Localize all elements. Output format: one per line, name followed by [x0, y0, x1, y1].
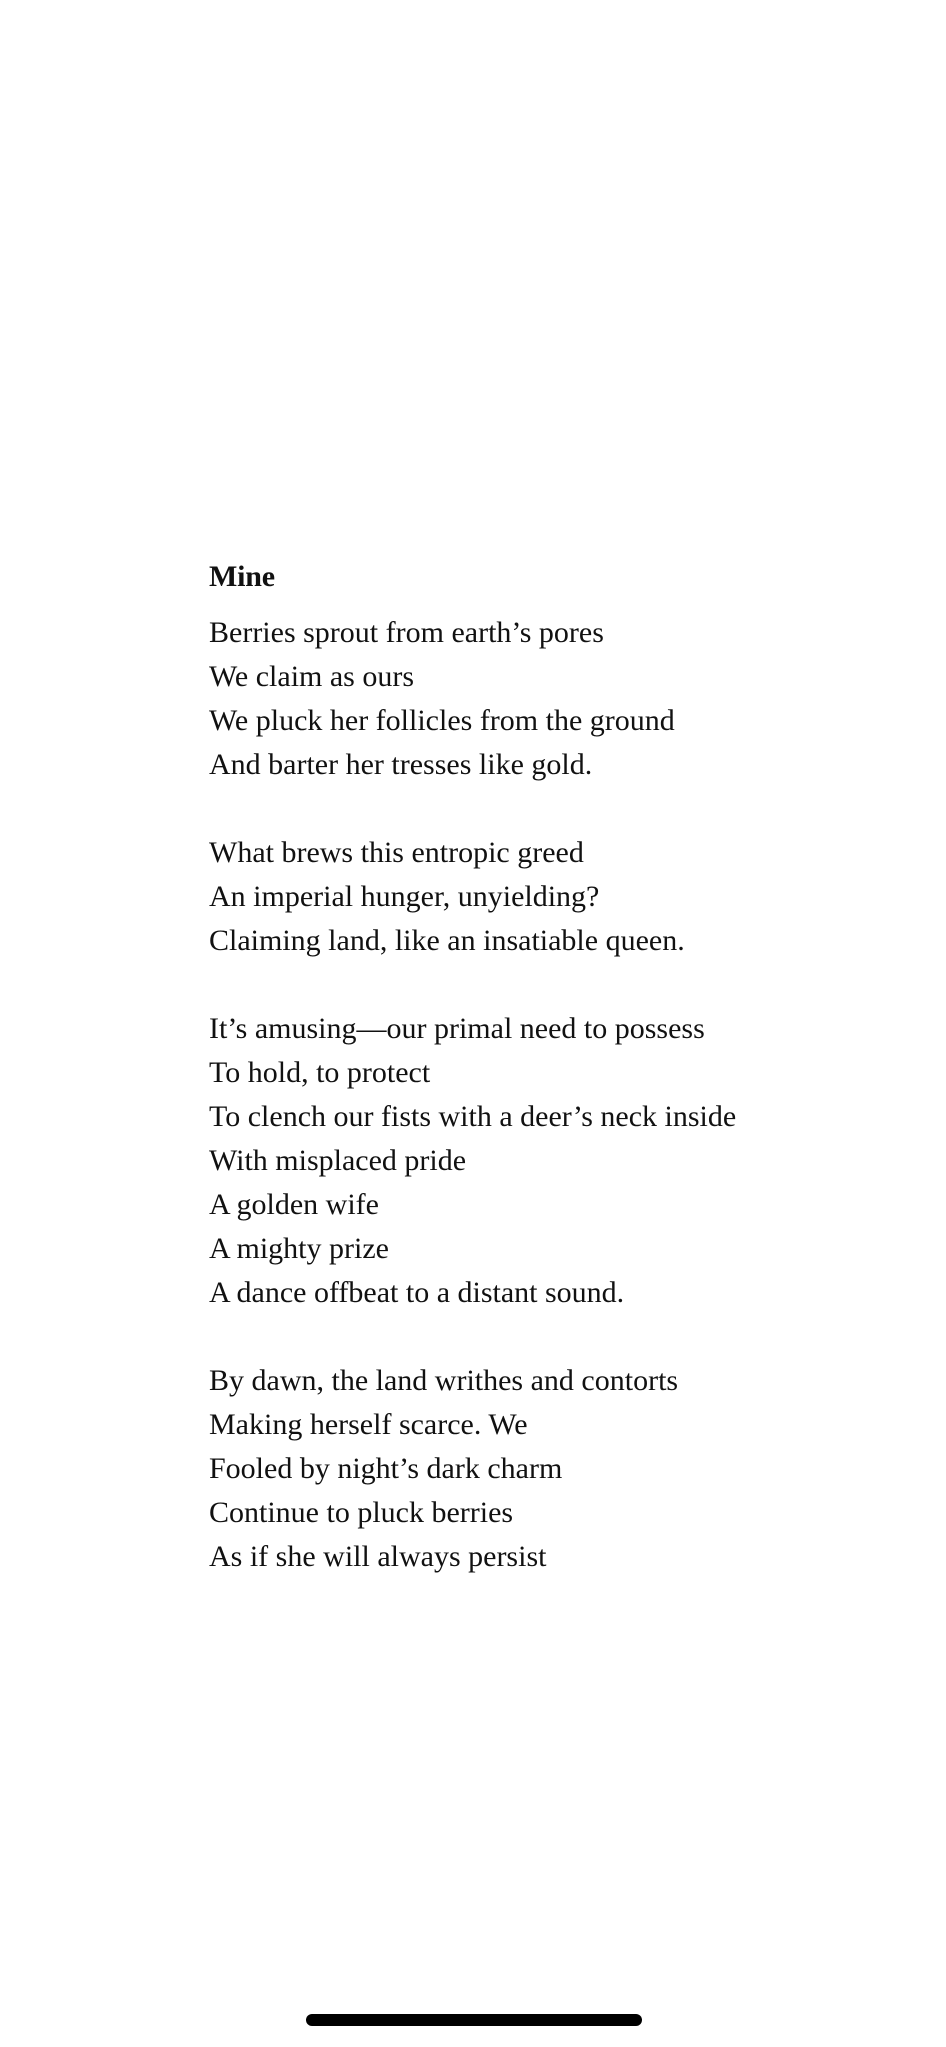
poem-line: We claim as ours — [209, 660, 415, 693]
poem — [209, 555, 909, 1623]
poem-line: With misplaced pride — [209, 1144, 467, 1177]
poem-line: Berries sprout from earth’s pores — [209, 616, 604, 649]
poem-line: It’s amusing—our primal need to possess — [209, 1012, 705, 1045]
home-indicator[interactable] — [306, 2014, 642, 2026]
poem-line: A golden wife — [209, 1188, 379, 1221]
poem-line: An imperial hunger, unyielding? — [209, 880, 600, 913]
poem-line: By dawn, the land writhes and contorts — [209, 1364, 679, 1397]
stanza-4 — [209, 1359, 909, 1579]
poem-line: What brews this entropic greed — [209, 836, 584, 869]
poem-line: Continue to pluck berries — [209, 1496, 514, 1529]
poem-line: And barter her tresses like gold. — [209, 748, 593, 781]
poem-line: A dance offbeat to a distant sound. — [209, 1276, 625, 1309]
poem-title: Mine — [209, 560, 275, 593]
poem-line: Fooled by night’s dark charm — [209, 1452, 563, 1485]
poem-line: As if she will always persist — [209, 1540, 547, 1573]
poem-line: To hold, to protect — [209, 1056, 431, 1089]
stanza-2 — [209, 831, 909, 963]
poem-line: Making herself scarce. We — [209, 1408, 528, 1441]
poem-line: To clench our fists with a deer’s neck inside — [209, 1100, 737, 1133]
stanza-3 — [209, 1007, 909, 1315]
stanza-1 — [209, 611, 909, 787]
poem-line: A mighty prize — [209, 1232, 389, 1265]
poem-line: We pluck her follicles from the ground — [209, 704, 675, 737]
poem-line: Claiming land, like an insatiable queen. — [209, 924, 685, 957]
